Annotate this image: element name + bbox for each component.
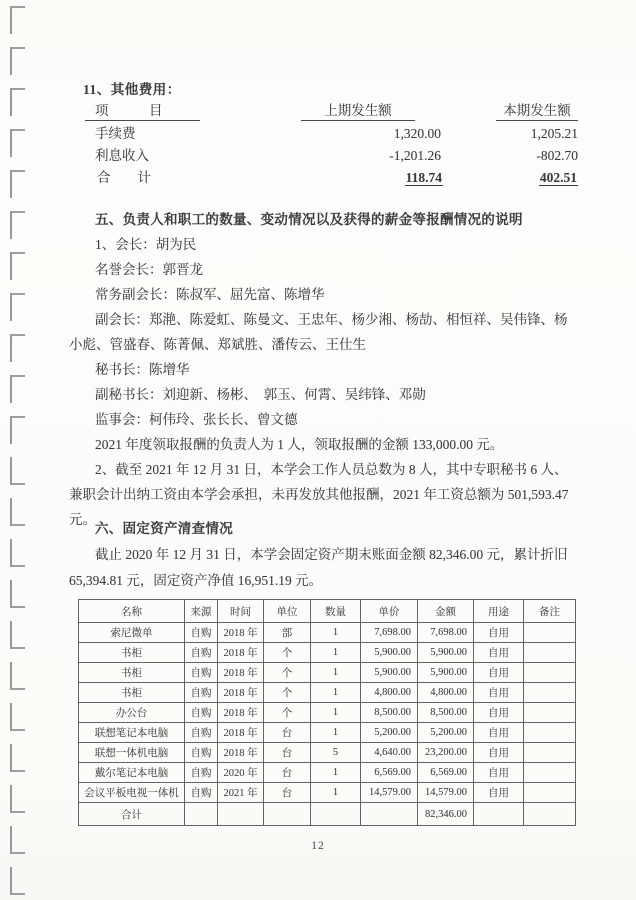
asset-use: 自用 <box>474 723 524 743</box>
expense-total-current: 402.51 <box>539 170 577 185</box>
binding-hole-mark <box>10 129 25 157</box>
asset-use: 自用 <box>474 703 524 723</box>
asset-use: 自用 <box>474 683 524 703</box>
asset-row <box>79 723 576 743</box>
asset-use: 自用 <box>474 763 524 783</box>
asset-name: 书柜 <box>79 663 185 683</box>
asset-note <box>524 703 576 723</box>
binding-hole-mark <box>10 293 25 321</box>
asset-unit: 台 <box>264 723 311 743</box>
asset-amount: 5,200.00 <box>418 723 474 743</box>
asset-row <box>79 763 576 783</box>
section5-title: 五、负责人和职工的数量、变动情况以及获得的薪金等报酬情况的说明 <box>95 212 523 227</box>
binding-hole-mark <box>10 416 25 444</box>
asset-name: 书柜 <box>79 683 185 703</box>
asset-note <box>524 783 576 803</box>
asset-note <box>524 663 576 683</box>
binding-hole-mark <box>10 375 25 403</box>
asset-note <box>524 723 576 743</box>
asset-time: 2018 年 <box>218 623 264 643</box>
asset-unit: 个 <box>264 683 311 703</box>
section6-title: 六、固定资产清查情况 <box>95 521 233 536</box>
assets-col-header: 数量 <box>311 600 361 623</box>
section6-intro: 截止 2020 年 12 月 31 日，本学会固定资产期末账面金额 82,346.00 元，累计折旧 65,394.81 元，固定资产净值 16,951.19 元。 <box>69 547 568 588</box>
fixed-assets-table <box>78 599 576 826</box>
asset-qty: 1 <box>311 623 361 643</box>
asset-qty: 5 <box>311 743 361 763</box>
binding-hole-mark <box>10 539 25 567</box>
asset-amount: 6,569.00 <box>418 763 474 783</box>
asset-name: 会议平板电视一体机 <box>79 783 185 803</box>
section5-line: 1、会长：胡为民 <box>95 237 197 252</box>
asset-name: 联想笔记本电脑 <box>79 723 185 743</box>
binding-hole-mark <box>10 662 25 690</box>
assets-col-header: 金额 <box>418 600 474 623</box>
asset-source: 自购 <box>185 623 218 643</box>
asset-name: 办公台 <box>79 703 185 723</box>
asset-qty: 1 <box>311 783 361 803</box>
asset-price: 5,900.00 <box>361 663 418 683</box>
asset-price: 5,200.00 <box>361 723 418 743</box>
section5-line: 2、截至 2021 年 12 月 31 日，本学会工作人员总数为 8 人，其中专职秘书 6 人、兼职会计出纳工资由本学会承担，未再发放其他报酬，2021 年工资总额为 501,593.47 元。 <box>69 462 569 527</box>
asset-unit: 台 <box>264 783 311 803</box>
expense-current-value: 1,205.21 <box>530 126 578 141</box>
other-expenses-heading: 11、其他费用： <box>83 82 181 97</box>
asset-note <box>524 763 576 783</box>
binding-hole-mark <box>10 744 25 772</box>
asset-unit: 台 <box>264 743 311 763</box>
asset-name: 戴尔笔记本电脑 <box>79 763 185 783</box>
other-expenses-section <box>69 80 578 187</box>
assets-col-header: 名称 <box>79 600 185 623</box>
asset-note <box>524 643 576 663</box>
assets-col-header: 时间 <box>218 600 264 623</box>
expense-total-prior: 118.74 <box>405 170 442 185</box>
asset-time: 2018 年 <box>218 723 264 743</box>
assets-col-header: 用途 <box>474 600 524 623</box>
asset-unit: 个 <box>264 663 311 683</box>
asset-price: 14,579.00 <box>361 783 418 803</box>
asset-qty: 1 <box>311 663 361 683</box>
asset-time: 2021 年 <box>218 783 264 803</box>
col-header-item: 项 目 <box>69 102 259 121</box>
expense-total-row <box>69 165 578 187</box>
section5-line: 常务副会长：陈叔军、屈先富、陈增华 <box>95 287 325 302</box>
asset-unit: 个 <box>264 703 311 723</box>
binding-hole-mark <box>10 211 25 239</box>
asset-note <box>524 683 576 703</box>
asset-source: 自购 <box>185 683 218 703</box>
section5-line: 监事会：柯伟玲、张长长、曾文德 <box>95 412 298 427</box>
asset-use: 自用 <box>474 663 524 683</box>
asset-row <box>79 623 576 643</box>
asset-source: 自购 <box>185 703 218 723</box>
asset-amount: 4,800.00 <box>418 683 474 703</box>
asset-amount: 23,200.00 <box>418 743 474 763</box>
section5-line: 2021 年度领取报酬的负责人为 1 人，领取报酬的金额 133,000.00 元。 <box>95 437 504 452</box>
binding-hole-mark <box>10 580 25 608</box>
expense-current-value: -802.70 <box>536 148 578 163</box>
assets-total-amount: 82,346.00 <box>418 803 474 826</box>
assets-total-row <box>79 803 576 826</box>
asset-price: 7,698.00 <box>361 623 418 643</box>
binding-hole-mark <box>10 88 25 116</box>
col-header-prior: 上期发生额 <box>259 102 415 121</box>
binding-hole-mark <box>10 703 25 731</box>
expense-item-label: 手续费 <box>95 126 136 141</box>
section5 <box>69 207 578 532</box>
asset-row <box>79 663 576 683</box>
binding-hole-mark <box>10 867 25 895</box>
asset-qty: 1 <box>311 683 361 703</box>
section6 <box>69 516 578 594</box>
asset-price: 5,900.00 <box>361 643 418 663</box>
asset-name: 书柜 <box>79 643 185 663</box>
section5-line: 名誉会长：郭晋龙 <box>95 262 203 277</box>
other-expenses-table <box>69 100 578 187</box>
asset-amount: 8,500.00 <box>418 703 474 723</box>
assets-total-label: 合计 <box>79 803 185 826</box>
asset-amount: 7,698.00 <box>418 623 474 643</box>
asset-price: 4,640.00 <box>361 743 418 763</box>
asset-use: 自用 <box>474 743 524 763</box>
assets-header-row <box>79 600 576 623</box>
asset-row <box>79 683 576 703</box>
asset-row <box>79 703 576 723</box>
expense-prior-value: -1,201.26 <box>389 148 441 163</box>
asset-source: 自购 <box>185 763 218 783</box>
asset-amount: 14,579.00 <box>418 783 474 803</box>
asset-price: 6,569.00 <box>361 763 418 783</box>
binding-hole-mark <box>10 47 25 75</box>
asset-time: 2018 年 <box>218 683 264 703</box>
col-header-current: 本期发生额 <box>415 102 578 121</box>
asset-row <box>79 643 576 663</box>
asset-use: 自用 <box>474 783 524 803</box>
asset-source: 自购 <box>185 643 218 663</box>
asset-price: 8,500.00 <box>361 703 418 723</box>
asset-note <box>524 623 576 643</box>
asset-source: 自购 <box>185 723 218 743</box>
section5-line: 秘书长：陈增华 <box>95 362 190 377</box>
asset-qty: 1 <box>311 723 361 743</box>
asset-use: 自用 <box>474 643 524 663</box>
asset-time: 2018 年 <box>218 663 264 683</box>
expense-total-label: 合 计 <box>97 170 151 185</box>
asset-use: 自用 <box>474 623 524 643</box>
expense-row <box>69 143 578 165</box>
expense-header-row <box>69 100 578 121</box>
page-number: 12 <box>311 840 325 852</box>
assets-col-header: 来源 <box>185 600 218 623</box>
asset-unit: 部 <box>264 623 311 643</box>
assets-col-header: 备注 <box>524 600 576 623</box>
section5-line: 副秘书长：刘迎新、杨彬、 郭玉、何霄、吴纬锋、邓勋 <box>95 387 426 402</box>
asset-time: 2018 年 <box>218 743 264 763</box>
assets-col-header: 单位 <box>264 600 311 623</box>
asset-qty: 1 <box>311 643 361 663</box>
asset-source: 自购 <box>185 663 218 683</box>
asset-qty: 1 <box>311 703 361 723</box>
asset-amount: 5,900.00 <box>418 643 474 663</box>
asset-time: 2020 年 <box>218 763 264 783</box>
asset-unit: 个 <box>264 643 311 663</box>
asset-unit: 台 <box>264 763 311 783</box>
asset-amount: 5,900.00 <box>418 663 474 683</box>
asset-source: 自购 <box>185 783 218 803</box>
binding-hole-mark <box>10 785 25 813</box>
binding-hole-mark <box>10 457 25 485</box>
asset-price: 4,800.00 <box>361 683 418 703</box>
section5-line: 副会长：郑滟、陈爱虹、陈曼文、王忠年、杨少湘、杨劼、相恒祥、吴伟锋、杨小彪、管盛春、陈菁佩、郑斌胜、潘传云、王仕生 <box>69 312 568 352</box>
asset-time: 2018 年 <box>218 643 264 663</box>
binding-hole-mark <box>10 252 25 280</box>
asset-source: 自购 <box>185 743 218 763</box>
expense-prior-value: 1,320.00 <box>393 126 441 141</box>
asset-row <box>79 783 576 803</box>
expense-item-label: 利息收入 <box>95 148 149 163</box>
binding-hole-mark <box>10 498 25 526</box>
asset-name: 联想一体机电脑 <box>79 743 185 763</box>
binding-hole-mark <box>10 621 25 649</box>
asset-note <box>524 743 576 763</box>
asset-qty: 1 <box>311 763 361 783</box>
asset-name: 索尼微单 <box>79 623 185 643</box>
binding-hole-mark <box>10 6 25 34</box>
asset-time: 2018 年 <box>218 703 264 723</box>
assets-col-header: 单价 <box>361 600 418 623</box>
binding-hole-mark <box>10 334 25 362</box>
binding-hole-mark <box>10 170 25 198</box>
asset-row <box>79 743 576 763</box>
expense-row <box>69 121 578 143</box>
